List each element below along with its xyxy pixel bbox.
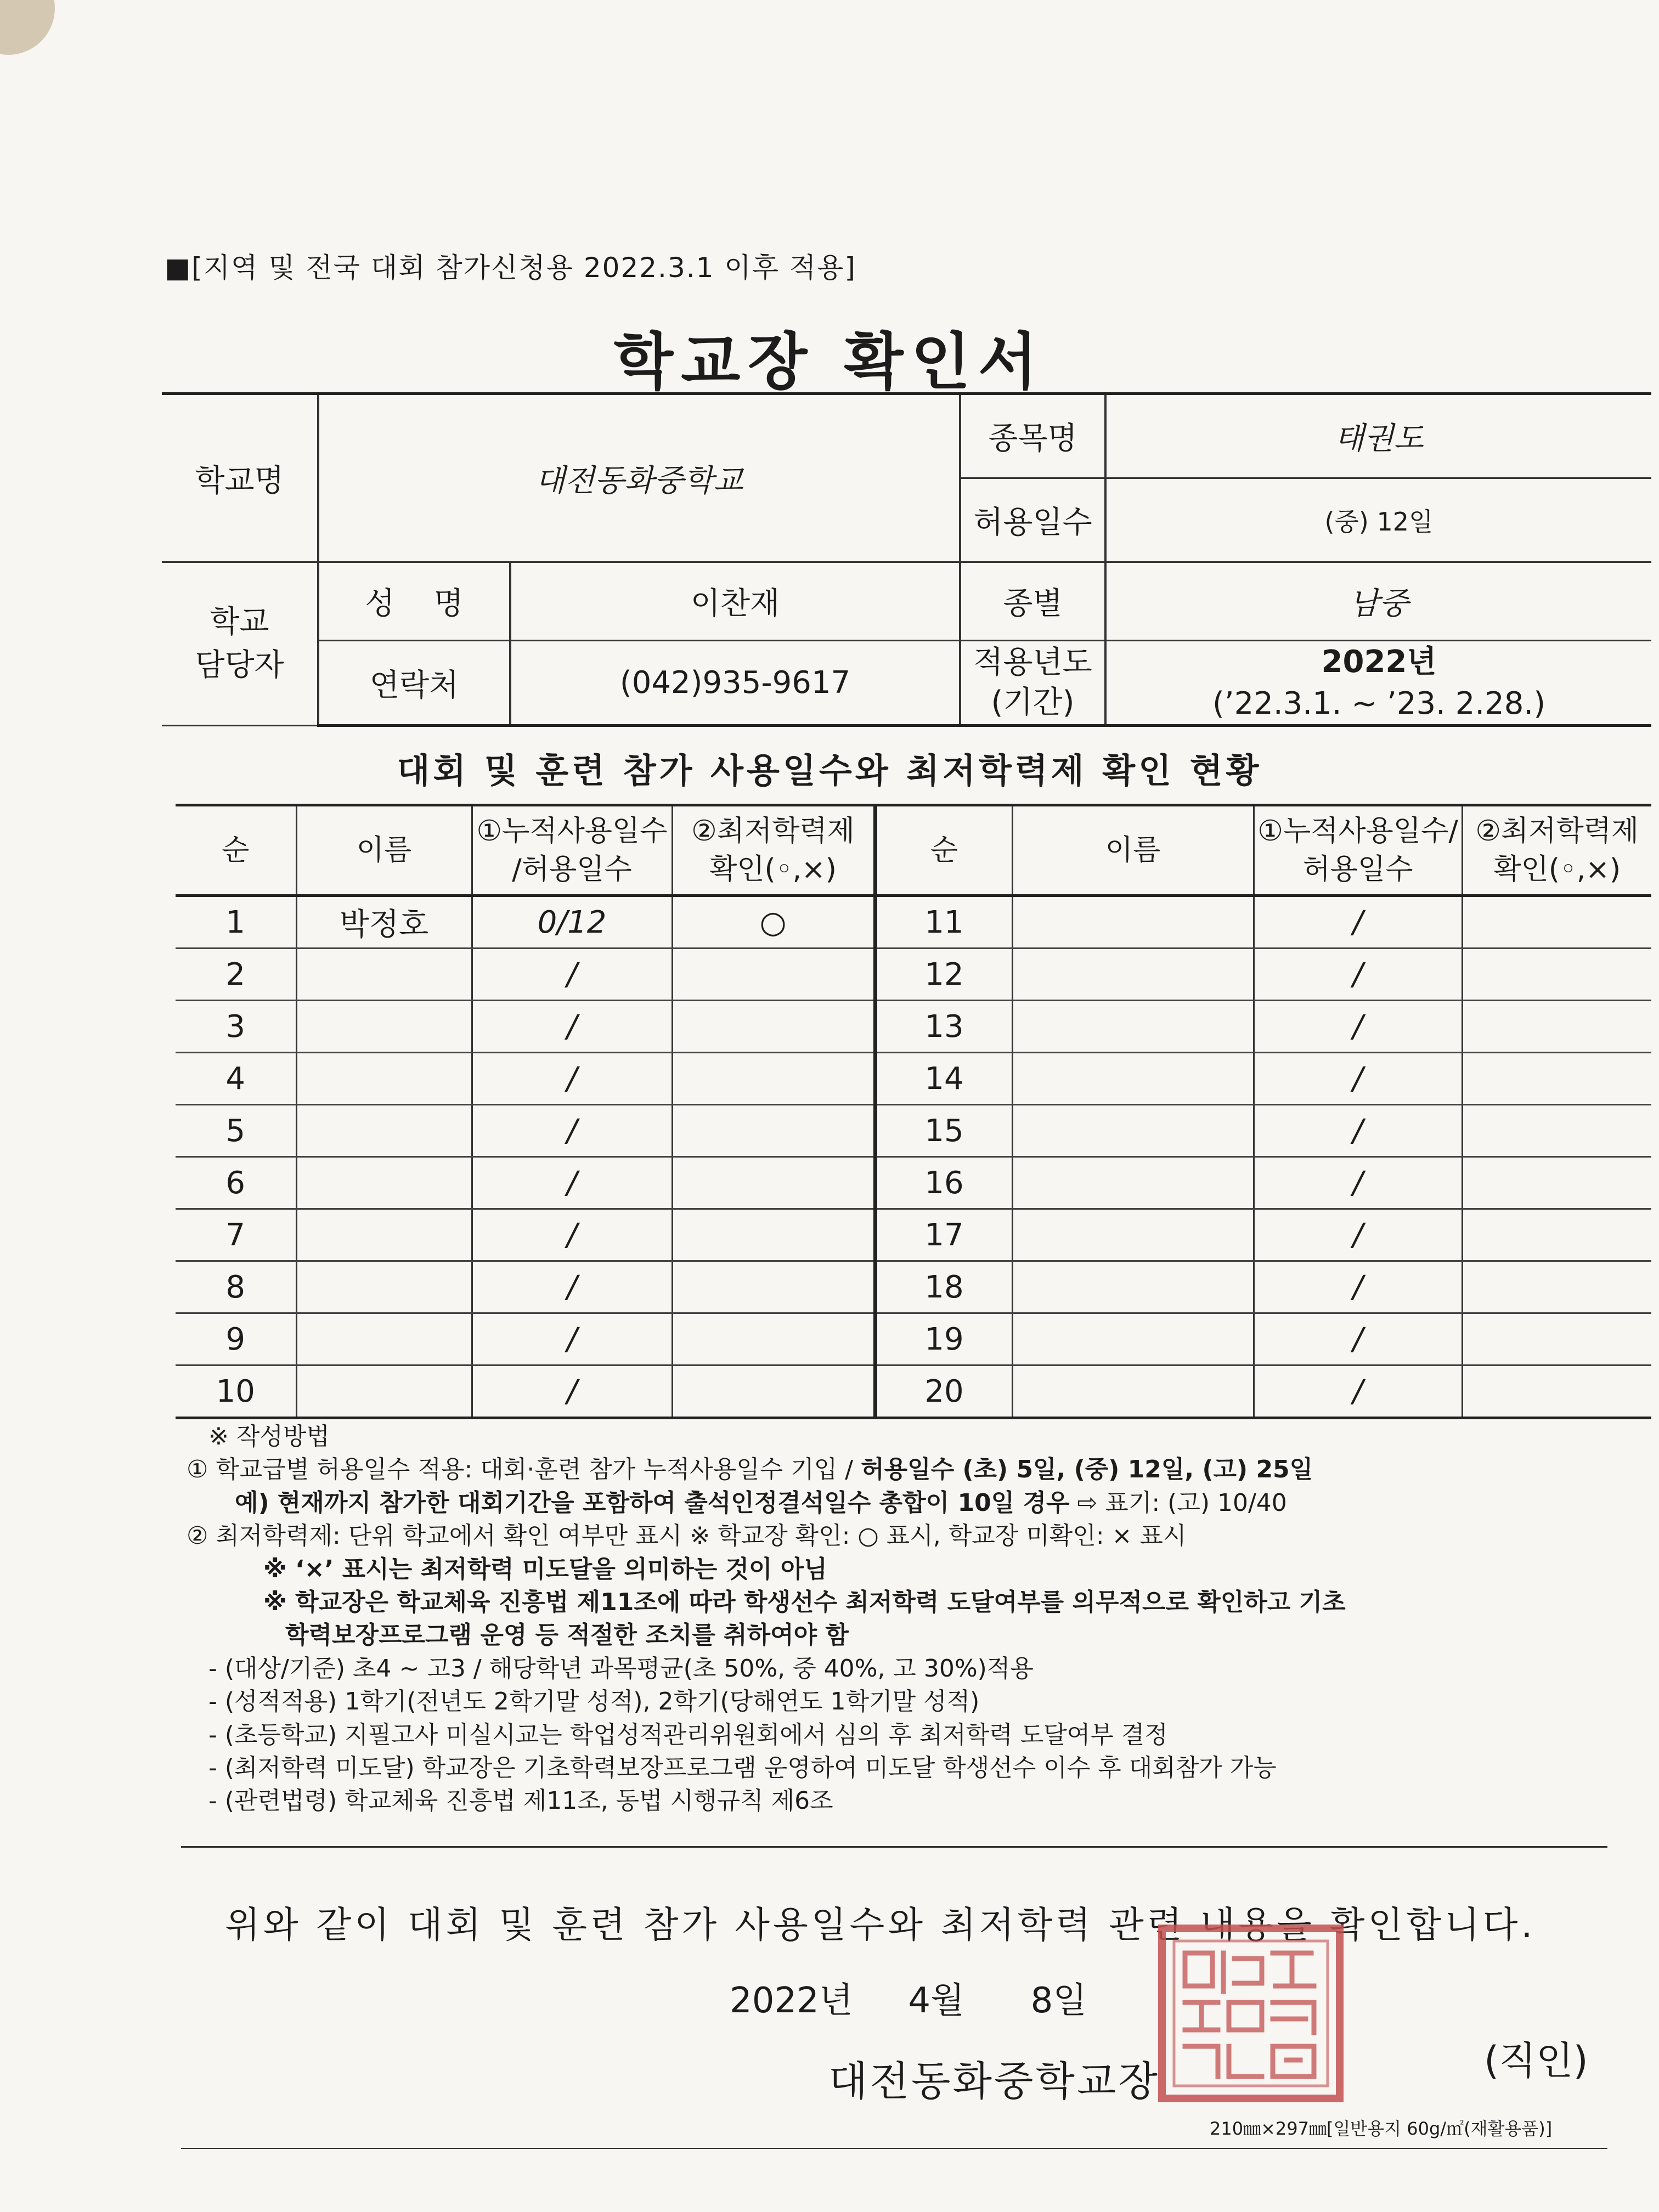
writing-instructions: [187, 1424, 1624, 1821]
contact-label: 연락처: [318, 641, 510, 726]
row-acad: [672, 1105, 875, 1157]
row-days-right: /: [1254, 896, 1462, 949]
issue-date: [730, 1972, 1087, 2023]
row-acad: [672, 1313, 875, 1365]
row-acad-right: [1462, 1261, 1651, 1313]
status-row: [176, 1261, 1651, 1313]
row-acad-right: [1462, 1001, 1651, 1053]
row-name: 박정호: [296, 896, 472, 949]
row-days: /: [472, 1105, 672, 1157]
row-no: 2: [176, 949, 296, 1001]
row-name: [296, 1261, 472, 1313]
row-acad: ○: [672, 896, 875, 949]
row-name-right: [1012, 1209, 1254, 1261]
note-1b: [187, 1490, 1624, 1516]
row-days: /: [472, 1261, 672, 1313]
principal-name: 대전동화중학교장: [828, 2058, 1160, 2105]
row-no-right: 16: [875, 1157, 1012, 1209]
row-acad: [672, 949, 875, 1001]
row-days-right: /: [1254, 1313, 1462, 1365]
notes-separator: [181, 1846, 1607, 1848]
header-no-right: 순: [875, 805, 1012, 896]
date-month: 4월: [908, 1980, 964, 2021]
status-body: [176, 896, 1651, 1418]
row-days: /: [472, 1157, 672, 1209]
row-days-right: /: [1254, 1001, 1462, 1053]
row-no-right: 17: [875, 1209, 1012, 1261]
row-days-right: /: [1254, 1157, 1462, 1209]
row-name: [296, 1209, 472, 1261]
usage-note: ■[지역 및 전국 대회 참가신청용 2022.3.1 이후 적용]: [165, 252, 856, 284]
row-days-right: /: [1254, 1105, 1462, 1157]
school-name-value: 대전동화중학교: [318, 394, 960, 562]
row-name-right: [1012, 1105, 1254, 1157]
status-row: [176, 1001, 1651, 1053]
note-1a-bold: 허용일수 (초) 5일, (중) 12일, (고) 25일: [861, 1455, 1313, 1484]
row-acad: [672, 1365, 875, 1418]
note-dash-3: - (초등학교) 지필고사 미실시교는 학업성적관리위원회에서 심의 후 최저학력 도달여부 결정: [208, 1720, 1168, 1749]
row-name-right: [1012, 896, 1254, 949]
row-no-right: 11: [875, 896, 1012, 949]
row-no-right: 12: [875, 949, 1012, 1001]
row-no-right: 14: [875, 1053, 1012, 1105]
sport-value: 태권도: [1105, 394, 1651, 478]
document-title: 학교장 확인서: [613, 326, 1046, 398]
header-no-left: 순: [176, 805, 296, 896]
note-4b: 학력보장프로그램 운영 등 적절한 조치를 취하여야 함: [285, 1621, 849, 1650]
row-name: [296, 1001, 472, 1053]
year-value: 2022년: [1321, 644, 1437, 680]
row-name: [296, 1053, 472, 1105]
status-row: [176, 1313, 1651, 1365]
school-name-label: 학교명: [162, 394, 318, 562]
note-dash-5: - (관련법령) 학교체육 진흥법 제11조, 동법 시행규칙 제6조: [208, 1787, 833, 1815]
row-no-right: 15: [875, 1105, 1012, 1157]
confirmation-statement: 위와 같이 대회 및 훈련 참가 사용일수와 최저학력 관련 내용을 확인합니다.: [225, 1904, 1536, 1946]
gender-label: 종별: [960, 562, 1105, 641]
note-1b-bold: 예) 현재까지 참가한 대회기간을 포함하여 출석인정결석일수 총합이 10일 경우: [235, 1488, 1070, 1517]
header-days-left: ①누적사용일수 /허용일수: [472, 805, 672, 896]
manager-name-value: 이찬재: [510, 562, 960, 641]
row-name: [296, 1157, 472, 1209]
row-acad-right: [1462, 1365, 1651, 1418]
status-row: [176, 1053, 1651, 1105]
row-acad-right: [1462, 949, 1651, 1001]
row-acad: [672, 1157, 875, 1209]
row-days: /: [472, 1053, 672, 1105]
header-name-right: 이름: [1012, 805, 1254, 896]
row-no: 8: [176, 1261, 296, 1313]
row-name: [296, 1313, 472, 1365]
footer-line: [181, 2148, 1607, 2149]
row-no: 10: [176, 1365, 296, 1418]
gender-value: 남중: [1105, 562, 1651, 641]
row-name-right: [1012, 949, 1254, 1001]
row-no: 4: [176, 1053, 296, 1105]
note-dash-4: - (최저학력 미도달) 학교장은 기초학력보장프로그램 운영하여 미도달 학생선수 이수 후 대회참가 가능: [208, 1753, 1277, 1782]
header-days-right: ①누적사용일수/ 허용일수: [1254, 805, 1462, 896]
row-acad-right: [1462, 1105, 1651, 1157]
manager-name-label: 성 명: [318, 562, 510, 641]
status-row: [176, 1157, 1651, 1209]
row-name-right: [1012, 1313, 1254, 1365]
row-no: 5: [176, 1105, 296, 1157]
row-days-right: /: [1254, 949, 1462, 1001]
status-row: [176, 1209, 1651, 1261]
row-days: /: [472, 1209, 672, 1261]
row-no: 6: [176, 1157, 296, 1209]
row-name-right: [1012, 1365, 1254, 1418]
row-name-right: [1012, 1157, 1254, 1209]
row-acad-right: [1462, 1313, 1651, 1365]
note-1b-tail: ⇨ 표기: (고) 10/40: [1069, 1488, 1287, 1517]
note-1a-text: ① 학교급별 허용일수 적용: 대회·훈련 참가 누적사용일수 기입 /: [187, 1455, 861, 1484]
status-row: [176, 1105, 1651, 1157]
note-dash-2: - (성적적용) 1학기(전년도 2학기말 성적), 2학기(당해연도 1학기말 성적): [208, 1688, 980, 1716]
row-acad: [672, 1053, 875, 1105]
row-no-right: 19: [875, 1313, 1012, 1365]
row-no-right: 18: [875, 1261, 1012, 1313]
row-acad-right: [1462, 1053, 1651, 1105]
row-name-right: [1012, 1053, 1254, 1105]
note-4: ※ 학교장은 학교체육 진흥법 제11조에 따라 학생선수 최저학력 도달여부를 의무적으로 확인하고 기초: [263, 1588, 1346, 1616]
date-year: 2022년: [730, 1980, 853, 2021]
row-acad: [672, 1209, 875, 1261]
row-no-right: 13: [875, 1001, 1012, 1053]
seal-note: (직인): [1484, 2038, 1588, 2083]
contact-value: (042)935-9617: [510, 641, 960, 726]
row-acad-right: [1462, 896, 1651, 949]
row-no: 9: [176, 1313, 296, 1365]
status-row: [176, 896, 1651, 949]
year-label: 적용년도 (기간): [960, 641, 1105, 726]
row-name: [296, 1365, 472, 1418]
sport-label: 종목명: [960, 394, 1105, 478]
date-day: 8일: [1030, 1980, 1087, 2021]
row-acad-right: [1462, 1209, 1651, 1261]
note-2: ② 최저학력제: 단위 학교에서 확인 여부만 표시 ※ 학교장 확인: ○ 표시, 학교장 미확인: × 표시: [187, 1522, 1187, 1550]
official-seal-stamp: [1152, 1920, 1350, 2107]
paper-spec: 210㎜×297㎜[일반용지 60g/㎡(재활용품)]: [1210, 2118, 1553, 2139]
row-name: [296, 949, 472, 1001]
header-acad-right: ②최저학력제 확인(◦,×): [1462, 805, 1651, 896]
row-acad: [672, 1261, 875, 1313]
row-days-right: /: [1254, 1261, 1462, 1313]
row-days: /: [472, 1313, 672, 1365]
note-3: ※ ‘×’ 표시는 최저학력 미도달을 의미하는 것이 아님: [263, 1555, 827, 1583]
status-row: [176, 1365, 1651, 1418]
row-acad-right: [1462, 1157, 1651, 1209]
row-no: 7: [176, 1209, 296, 1261]
row-days-right: /: [1254, 1209, 1462, 1261]
status-table: [176, 804, 1651, 1419]
section-title: 대회 및 훈련 참가 사용일수와 최저학력제 확인 현황: [397, 751, 1262, 791]
allowed-days-value: (중) 12일: [1105, 478, 1651, 562]
allowed-days-label: 허용일수: [960, 478, 1105, 562]
status-header-row: [176, 805, 1651, 896]
row-name: [296, 1105, 472, 1157]
header-acad-left: ②최저학력제 확인(◦,×): [672, 805, 875, 896]
row-no-right: 20: [875, 1365, 1012, 1418]
school-info-table: [162, 392, 1651, 727]
row-days-right: /: [1254, 1365, 1462, 1418]
row-days: /: [472, 1365, 672, 1418]
year-cell: [1105, 641, 1651, 726]
manager-label: 학교 담당자: [162, 562, 318, 726]
row-acad: [672, 1001, 875, 1053]
note-dash-1: - (대상/기준) 초4 ~ 고3 / 해당학년 과목평균(초 50%, 중 40%, 고 30%)적용: [208, 1654, 1034, 1683]
row-name-right: [1012, 1001, 1254, 1053]
row-days: 0/12: [472, 896, 672, 949]
row-days: /: [472, 1001, 672, 1053]
status-row: [176, 949, 1651, 1001]
row-days-right: /: [1254, 1053, 1462, 1105]
row-name-right: [1012, 1261, 1254, 1313]
note-1a: [187, 1457, 1624, 1483]
header-name-left: 이름: [296, 805, 472, 896]
row-days: /: [472, 949, 672, 1001]
period-value: (’22.3.1. ~ ’23. 2.28.): [1212, 685, 1546, 721]
row-no: 1: [176, 896, 296, 949]
notes-heading: ※ 작성방법: [208, 1423, 330, 1451]
row-no: 3: [176, 1001, 296, 1053]
